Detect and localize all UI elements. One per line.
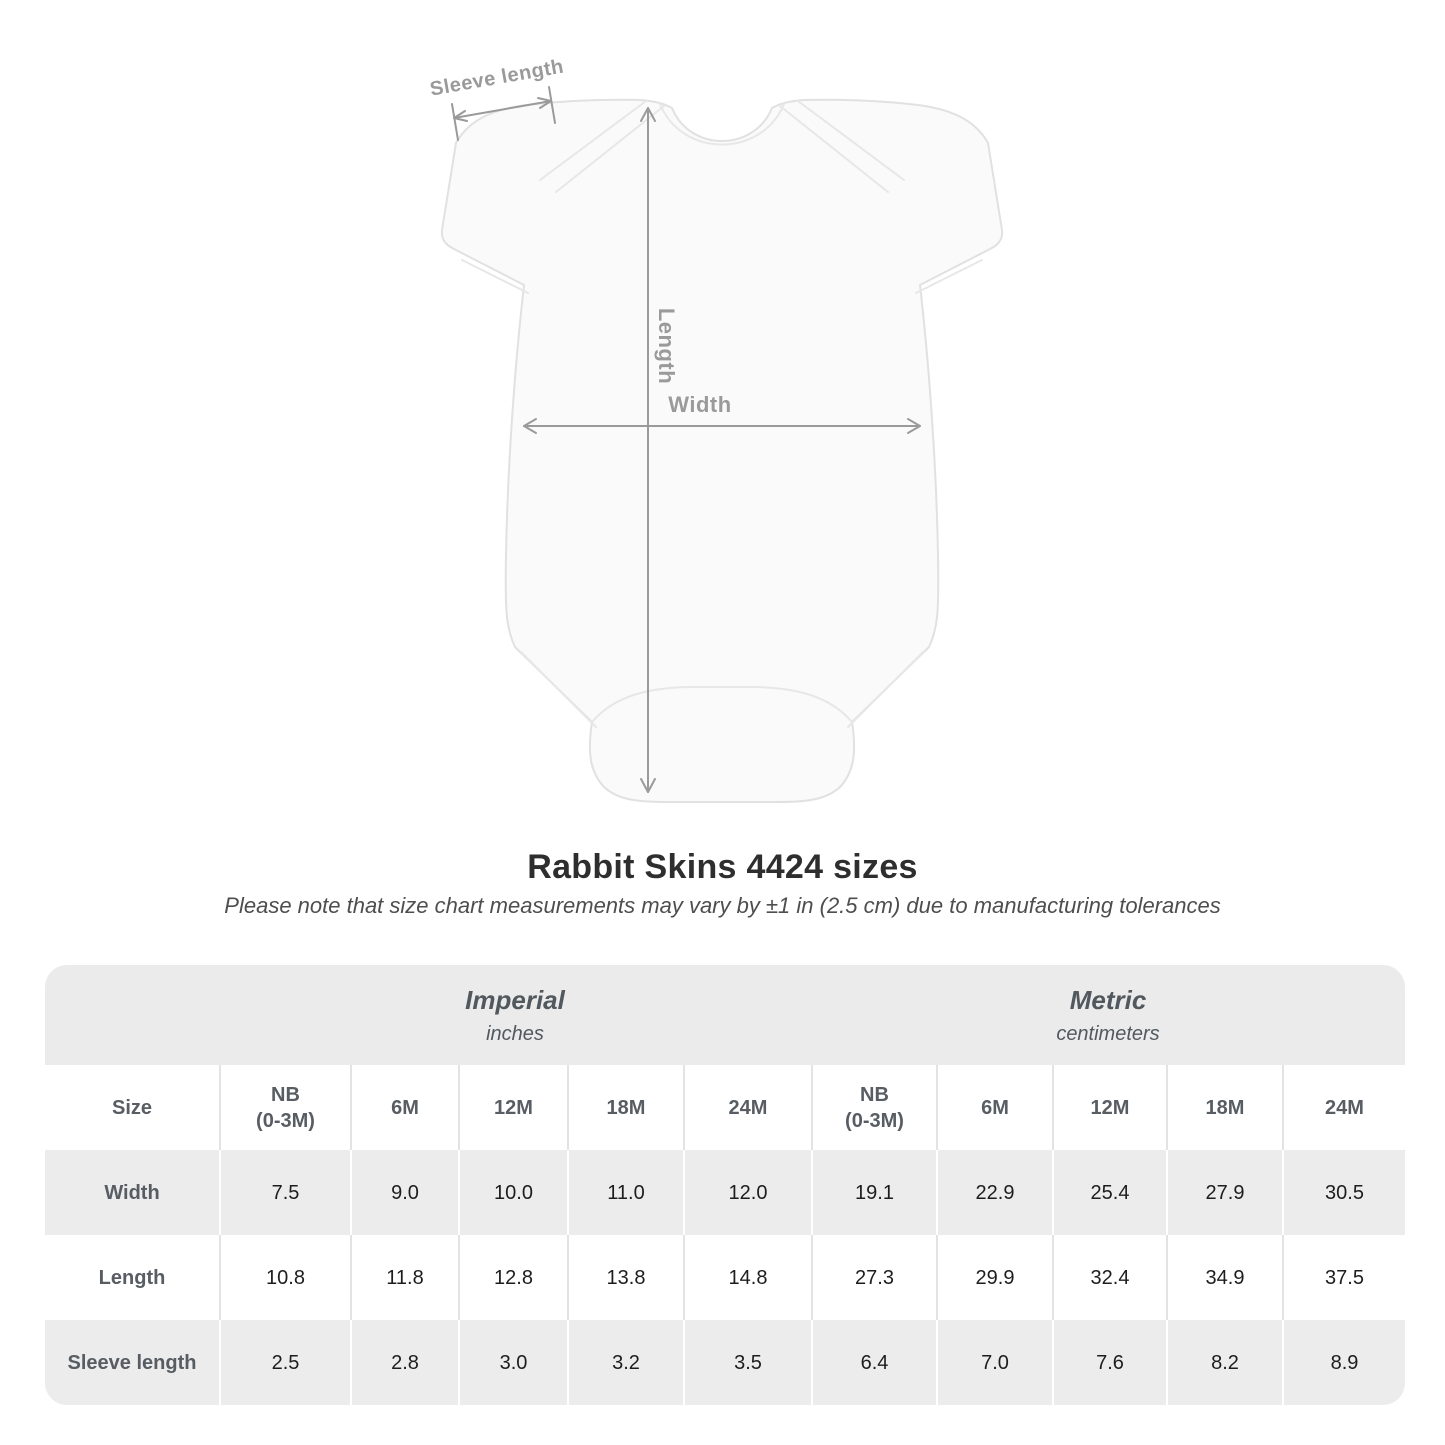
row-label: Length xyxy=(98,1266,166,1289)
sleeve-24m-imperial: 3.5 xyxy=(683,1320,811,1405)
sleeve-6m-metric: 7.0 xyxy=(936,1320,1052,1405)
table-row-length xyxy=(45,1235,1405,1320)
size-header-cell: Size xyxy=(111,1096,153,1119)
col-header-line2: (0-3M) xyxy=(845,1109,904,1132)
row-label: Sleeve length xyxy=(67,1351,197,1374)
sleeve-length-label: Sleeve length xyxy=(428,55,566,101)
size-table xyxy=(45,965,1405,1405)
row-label: Width xyxy=(104,1181,160,1204)
col-header-12m-metric: 12M xyxy=(1052,1065,1166,1150)
width-label: Width xyxy=(668,392,732,417)
length-24m-metric: 37.5 xyxy=(1282,1235,1405,1320)
width-18m-imperial: 11.0 xyxy=(567,1150,683,1235)
metric-title: Metric xyxy=(1069,984,1147,1015)
sleeve-12m-metric: 7.6 xyxy=(1052,1320,1166,1405)
unit-header-band xyxy=(45,965,1405,1065)
width-12m-imperial: 10.0 xyxy=(458,1150,567,1235)
table-header-row xyxy=(45,1065,1405,1150)
table-row-width xyxy=(45,1150,1405,1235)
col-header-line1: NB xyxy=(860,1083,889,1106)
col-header-line1: NB xyxy=(271,1083,300,1106)
width-6m-imperial: 9.0 xyxy=(350,1150,458,1235)
length-12m-metric: 32.4 xyxy=(1052,1235,1166,1320)
length-label: Length xyxy=(654,307,679,385)
col-header-18m-imperial: 18M xyxy=(567,1065,683,1150)
col-header-12m-imperial: 12M xyxy=(458,1065,567,1150)
width-12m-metric: 25.4 xyxy=(1052,1150,1166,1235)
col-header-24m-metric: 24M xyxy=(1282,1065,1405,1150)
imperial-title: Imperial xyxy=(465,984,565,1015)
col-header-24m-imperial: 24M xyxy=(683,1065,811,1150)
sleeve-6m-imperial: 2.8 xyxy=(350,1320,458,1405)
length-18m-metric: 34.9 xyxy=(1166,1235,1282,1320)
width-nb-metric: 19.1 xyxy=(811,1150,936,1235)
sleeve-nb-metric: 6.4 xyxy=(811,1320,936,1405)
length-18m-imperial: 13.8 xyxy=(567,1235,683,1320)
col-header-nb-imperial xyxy=(219,1065,350,1150)
metric-header xyxy=(811,985,1405,1046)
length-12m-imperial: 12.8 xyxy=(458,1235,567,1320)
width-24m-imperial: 12.0 xyxy=(683,1150,811,1235)
sleeve-24m-metric: 8.9 xyxy=(1282,1320,1405,1405)
sleeve-18m-metric: 8.2 xyxy=(1166,1320,1282,1405)
table-row-sleeve-length xyxy=(45,1320,1405,1405)
imperial-unit: inches xyxy=(486,1022,544,1045)
sleeve-nb-imperial: 2.5 xyxy=(219,1320,350,1405)
length-nb-metric: 27.3 xyxy=(811,1235,936,1320)
length-6m-metric: 29.9 xyxy=(936,1235,1052,1320)
metric-unit: centimeters xyxy=(1056,1022,1160,1045)
length-6m-imperial: 11.8 xyxy=(350,1235,458,1320)
width-24m-metric: 30.5 xyxy=(1282,1150,1405,1235)
onesie-outline xyxy=(442,100,1002,802)
sleeve-18m-imperial: 3.2 xyxy=(567,1320,683,1405)
col-header-18m-metric: 18M xyxy=(1166,1065,1282,1150)
col-header-nb-metric xyxy=(811,1065,936,1150)
page-title: Rabbit Skins 4424 sizes xyxy=(527,848,918,886)
col-header-line2: (0-3M) xyxy=(256,1109,315,1132)
width-18m-metric: 27.9 xyxy=(1166,1150,1282,1235)
width-6m-metric: 22.9 xyxy=(936,1150,1052,1235)
tolerance-note: Please note that size chart measurements may vary by ±1 in (2.5 cm) due to manufacturing tolerances xyxy=(224,893,1221,918)
length-nb-imperial: 10.8 xyxy=(219,1235,350,1320)
imperial-header xyxy=(219,985,811,1046)
col-header-6m-imperial: 6M xyxy=(350,1065,458,1150)
sleeve-12m-imperial: 3.0 xyxy=(458,1320,567,1405)
width-nb-imperial: 7.5 xyxy=(219,1150,350,1235)
col-header-6m-metric: 6M xyxy=(936,1065,1052,1150)
length-24m-imperial: 14.8 xyxy=(683,1235,811,1320)
